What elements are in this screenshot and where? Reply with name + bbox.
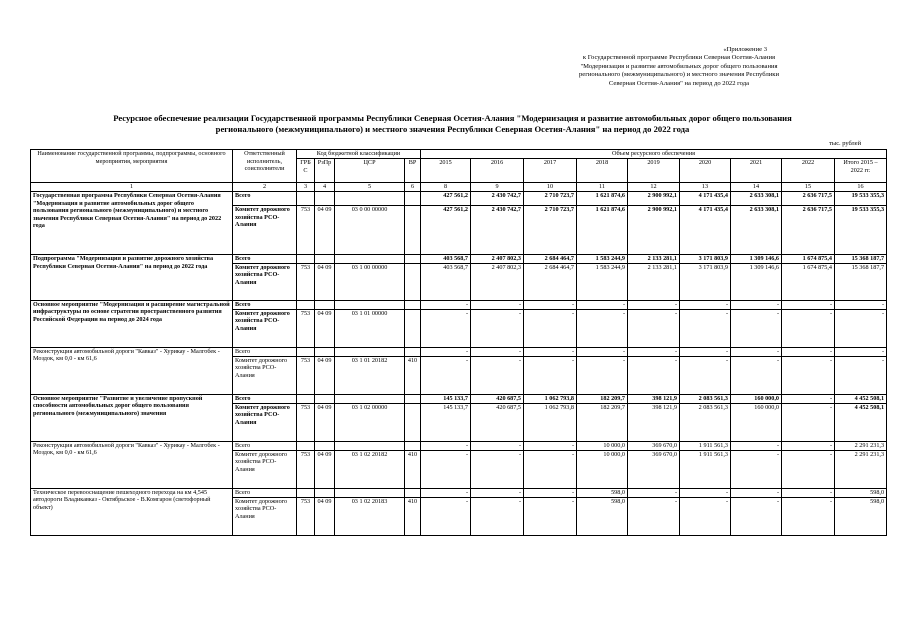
row-vr: 410 <box>405 497 421 535</box>
row-csr: 03 0 00 00000 <box>335 206 405 255</box>
row-value-2019: 398 121,9 <box>628 403 680 441</box>
row-csr <box>335 441 405 450</box>
row-value-2019: 2 133 281,1 <box>628 263 680 300</box>
row-value-total: 598,0 <box>835 488 887 497</box>
row-value-2022: - <box>782 450 835 488</box>
row-grbs <box>297 255 315 264</box>
row-value-2015: - <box>421 347 471 356</box>
row-value-2022: - <box>782 356 835 394</box>
row-executor: Комитет дорожного хозяйства РСО-Алания <box>233 497 297 535</box>
row-vr <box>405 394 421 403</box>
row-value-2021: - <box>731 450 782 488</box>
row-value-2020: 4 171 435,4 <box>680 206 731 255</box>
row-value-2019: - <box>628 347 680 356</box>
row-value-2022: 2 636 717,5 <box>782 192 835 206</box>
row-value-2021: 1 309 146,6 <box>731 263 782 300</box>
table-row <box>31 488 887 497</box>
row-value-2016: 2 407 802,3 <box>471 263 524 300</box>
row-value-2015: - <box>421 450 471 488</box>
row-name: Техническое перевооснащение пешеходного перехода на км 4,545 автодороги Владикавказ - Октябрьское - В.Комгарон (светофорный объект) <box>31 488 233 535</box>
row-value-2016: 2 430 742,7 <box>471 206 524 255</box>
row-csr <box>335 394 405 403</box>
row-value-2021: - <box>731 441 782 450</box>
row-grbs: 753 <box>297 356 315 394</box>
row-value-2016: - <box>471 300 524 309</box>
row-value-2020: 2 083 561,3 <box>680 394 731 403</box>
row-csr: 03 1 01 20182 <box>335 356 405 394</box>
column-index-6: 6 <box>405 183 421 192</box>
row-value-2017: 2 710 723,7 <box>524 206 577 255</box>
row-name: Основное мероприятие "Модернизация и расширение магистральной инфраструктуры по основе стратегии пространственного развития Российской Федерации на период до 2024 года <box>31 300 233 347</box>
row-value-2020: 3 171 803,9 <box>680 263 731 300</box>
row-value-2017: - <box>524 488 577 497</box>
header-rzpr: РзПр <box>315 159 335 183</box>
row-value-2017: - <box>524 450 577 488</box>
row-value-2018: - <box>577 356 628 394</box>
row-name: Подпрограмма "Модернизация и развитие дорожного хозяйства Республики Северная Осетия-Алания" на период до 2022 года <box>31 255 233 301</box>
column-index-3: 3 <box>297 183 315 192</box>
row-grbs <box>297 488 315 497</box>
annex-line-1: «Приложение 3 <box>723 46 767 53</box>
row-value-2020: - <box>680 347 731 356</box>
row-grbs: 753 <box>297 309 315 347</box>
row-value-2017: - <box>524 347 577 356</box>
row-rzpr: 04 09 <box>315 309 335 347</box>
header-year-2020: 2020 <box>680 159 731 183</box>
row-value-2021: - <box>731 347 782 356</box>
row-value-2018: 182 209,7 <box>577 394 628 403</box>
row-csr <box>335 255 405 264</box>
row-value-2022: - <box>782 488 835 497</box>
row-rzpr: 04 09 <box>315 450 335 488</box>
row-value-2021: - <box>731 488 782 497</box>
row-executor: Всего <box>233 347 297 356</box>
row-grbs <box>297 347 315 356</box>
row-csr: 03 1 02 20183 <box>335 497 405 535</box>
row-executor: Комитет дорожного хозяйства РСО-Алания <box>233 403 297 441</box>
row-value-2016: - <box>471 356 524 394</box>
row-value-2017: 1 062 793,8 <box>524 403 577 441</box>
row-value-2020: 1 911 561,3 <box>680 441 731 450</box>
column-index-5: 5 <box>335 183 405 192</box>
row-value-total: 15 368 187,7 <box>835 255 887 264</box>
row-value-2015: 427 561,2 <box>421 192 471 206</box>
row-value-2017: 2 684 464,7 <box>524 263 577 300</box>
row-grbs: 753 <box>297 497 315 535</box>
header-vr: ВР <box>405 159 421 183</box>
row-value-2022: - <box>782 497 835 535</box>
row-rzpr <box>315 192 335 206</box>
row-value-2021: - <box>731 300 782 309</box>
units-label: тыс. рублей <box>829 140 861 147</box>
row-value-2019: 2 900 992,1 <box>628 206 680 255</box>
row-value-2016: - <box>471 347 524 356</box>
row-value-2016: - <box>471 309 524 347</box>
row-value-2021: - <box>731 497 782 535</box>
row-csr: 03 1 00 00000 <box>335 263 405 300</box>
header-year-2017: 2017 <box>524 159 577 183</box>
row-grbs <box>297 300 315 309</box>
header-year-2022: 2022 <box>782 159 835 183</box>
row-value-2019: - <box>628 309 680 347</box>
row-value-total: - <box>835 309 887 347</box>
row-value-2022: - <box>782 441 835 450</box>
row-value-2021: 160 000,0 <box>731 394 782 403</box>
row-executor: Комитет дорожного хозяйства РСО-Алания <box>233 263 297 300</box>
row-name: Государственная программа Республики Северная Осетия-Алания "Модернизация и развитие автомобильных дорог общего пользования регионального (межмуниципального) и местного значения Республики Северная Осетия-Алания" на период до 2022 года <box>31 192 233 255</box>
annex-line-3: "Модернизация и развитие автомобильных дорог общего пользования <box>580 62 778 70</box>
row-value-2015: - <box>421 488 471 497</box>
row-executor: Комитет дорожного хозяйства РСО-Алания <box>233 309 297 347</box>
row-executor: Всего <box>233 394 297 403</box>
table-row <box>31 394 887 403</box>
row-vr <box>405 488 421 497</box>
title-line-2: регионального (межмуниципального) и местного значения Республики Северная Осетия-Алания" на период до 2022 года <box>215 124 690 134</box>
row-grbs <box>297 394 315 403</box>
row-value-2018: 10 000,0 <box>577 450 628 488</box>
title-line-1: Ресурсное обеспечение реализации Государственной программы Республики Северная Осетия-Алания "Модернизация и развитие автомобильных дорог общего пользования <box>113 113 792 123</box>
row-vr <box>405 300 421 309</box>
column-index-row <box>31 183 887 192</box>
row-grbs <box>297 192 315 206</box>
row-grbs: 753 <box>297 206 315 255</box>
row-vr: 410 <box>405 450 421 488</box>
column-index-15: 15 <box>782 183 835 192</box>
row-rzpr <box>315 394 335 403</box>
row-value-2016: 2 407 802,3 <box>471 255 524 264</box>
row-vr <box>405 309 421 347</box>
row-value-2022: - <box>782 347 835 356</box>
row-vr <box>405 441 421 450</box>
header-year-2016: 2016 <box>471 159 524 183</box>
header-row-1 <box>31 150 887 159</box>
row-value-2015: - <box>421 300 471 309</box>
row-value-2017: 1 062 793,8 <box>524 394 577 403</box>
row-value-2015: - <box>421 309 471 347</box>
row-value-2019: 369 670,0 <box>628 450 680 488</box>
row-value-2020: - <box>680 300 731 309</box>
column-index-13: 13 <box>680 183 731 192</box>
row-value-total: 2 291 231,3 <box>835 441 887 450</box>
row-value-2019: - <box>628 488 680 497</box>
row-csr <box>335 192 405 206</box>
row-vr: 410 <box>405 356 421 394</box>
row-value-2015: 403 568,7 <box>421 263 471 300</box>
row-rzpr <box>315 255 335 264</box>
row-value-2019: 2 133 281,1 <box>628 255 680 264</box>
row-value-2015: 145 133,7 <box>421 394 471 403</box>
annex-line-2: к Государственной программе Республики Северная Осетия-Алания <box>582 54 776 62</box>
header-name: Наименование государственной программы, подпрограммы, основного мероприятия, мероприятия <box>31 150 233 183</box>
row-value-2019: 398 121,9 <box>628 394 680 403</box>
row-grbs: 753 <box>297 263 315 300</box>
row-value-2021: - <box>731 309 782 347</box>
table-row <box>31 441 887 450</box>
row-rzpr <box>315 441 335 450</box>
header-year-2018: 2018 <box>577 159 628 183</box>
row-executor: Всего <box>233 192 297 206</box>
row-csr <box>335 300 405 309</box>
row-vr <box>405 192 421 206</box>
row-value-2020: - <box>680 309 731 347</box>
column-index-2: 2 <box>233 183 297 192</box>
row-rzpr: 04 09 <box>315 206 335 255</box>
column-index-4: 4 <box>315 183 335 192</box>
row-csr <box>335 488 405 497</box>
column-index-14: 14 <box>731 183 782 192</box>
row-executor: Всего <box>233 255 297 264</box>
row-executor: Комитет дорожного хозяйства РСО-Алания <box>233 450 297 488</box>
row-value-2017: - <box>524 356 577 394</box>
row-value-2016: - <box>471 441 524 450</box>
row-value-2018: - <box>577 300 628 309</box>
table-row <box>31 192 887 206</box>
table-row <box>31 255 887 264</box>
row-value-total: - <box>835 300 887 309</box>
row-value-2018: 1 621 874,6 <box>577 192 628 206</box>
row-value-2018: - <box>577 347 628 356</box>
column-index-1: 1 <box>31 183 233 192</box>
row-value-2021: 2 633 308,1 <box>731 192 782 206</box>
row-value-2022: 1 674 875,4 <box>782 263 835 300</box>
row-executor: Комитет дорожного хозяйства РСО-Алания <box>233 206 297 255</box>
row-value-2015: - <box>421 497 471 535</box>
row-vr <box>405 263 421 300</box>
header-grbs: ГРБС <box>297 159 315 183</box>
row-value-2022: 1 674 875,4 <box>782 255 835 264</box>
table-row <box>31 347 887 356</box>
row-value-2016: - <box>471 450 524 488</box>
column-index-12: 12 <box>628 183 680 192</box>
row-value-total: 15 368 187,7 <box>835 263 887 300</box>
row-value-2017: - <box>524 497 577 535</box>
row-rzpr: 04 09 <box>315 497 335 535</box>
row-value-2022: - <box>782 309 835 347</box>
row-executor: Всего <box>233 441 297 450</box>
row-value-2019: - <box>628 497 680 535</box>
row-value-2018: - <box>577 309 628 347</box>
row-value-2016: - <box>471 497 524 535</box>
row-value-2015: - <box>421 356 471 394</box>
row-name: Реконструкция автомобильной дороги "Кавказ" - Хурикау - Малгобек - Моздок, км 0,0 - км 61,6 <box>31 347 233 394</box>
column-index-8: 8 <box>421 183 471 192</box>
annex-line-4: регионального (межмуниципального) и местного значения Республики <box>578 71 780 79</box>
row-csr: 03 1 01 00000 <box>335 309 405 347</box>
row-value-total: - <box>835 347 887 356</box>
row-value-2021: 2 633 308,1 <box>731 206 782 255</box>
row-value-total: 4 452 508,1 <box>835 403 887 441</box>
row-value-2022: - <box>782 403 835 441</box>
row-value-2022: 2 636 717,5 <box>782 206 835 255</box>
row-value-total: 2 291 231,3 <box>835 450 887 488</box>
row-name: Реконструкция автомобильной дороги "Кавказ" - Хурикау - Малгобек - Моздок, км 0,0 - км 61,6 <box>31 441 233 488</box>
row-value-2018: 10 000,0 <box>577 441 628 450</box>
row-vr <box>405 347 421 356</box>
row-value-2016: 420 687,5 <box>471 394 524 403</box>
row-value-2015: 145 133,7 <box>421 403 471 441</box>
row-value-2019: - <box>628 356 680 394</box>
row-value-total: - <box>835 356 887 394</box>
row-csr: 03 1 02 00000 <box>335 403 405 441</box>
table-body <box>31 150 887 536</box>
header-csr: ЦСР <box>335 159 405 183</box>
row-rzpr <box>315 347 335 356</box>
row-executor: Комитет дорожного хозяйства РСО-Алания <box>233 356 297 394</box>
column-index-11: 11 <box>577 183 628 192</box>
row-value-2020: 3 171 803,9 <box>680 255 731 264</box>
row-vr <box>405 255 421 264</box>
row-value-total: 598,0 <box>835 497 887 535</box>
row-value-total: 4 452 508,1 <box>835 394 887 403</box>
row-value-2015: 403 568,7 <box>421 255 471 264</box>
column-index-10: 10 <box>524 183 577 192</box>
row-value-2020: 4 171 435,4 <box>680 192 731 206</box>
row-value-2018: 1 621 874,6 <box>577 206 628 255</box>
header-budget-code: Код бюджетной классификации <box>297 150 421 159</box>
row-value-2018: 1 583 244,9 <box>577 255 628 264</box>
column-index-16: 16 <box>835 183 887 192</box>
row-value-total: 19 533 355,3 <box>835 206 887 255</box>
annex-line-5: Северная Осетия-Алания" на период до 2022 года <box>608 79 750 87</box>
row-rzpr: 04 09 <box>315 263 335 300</box>
row-value-2019: - <box>628 300 680 309</box>
row-value-2020: 2 083 561,3 <box>680 403 731 441</box>
resource-table <box>30 149 887 536</box>
row-executor: Всего <box>233 488 297 497</box>
row-value-2016: 2 430 742,7 <box>471 192 524 206</box>
header-executor: Ответственный исполнитель, соисполнители <box>233 150 297 183</box>
header-year-2021: 2021 <box>731 159 782 183</box>
row-value-2020: 1 911 561,3 <box>680 450 731 488</box>
row-value-2021: 1 309 146,6 <box>731 255 782 264</box>
row-value-2020: - <box>680 488 731 497</box>
row-value-2017: 2 684 464,7 <box>524 255 577 264</box>
column-index-9: 9 <box>471 183 524 192</box>
header-year-2015: 2015 <box>421 159 471 183</box>
row-executor: Всего <box>233 300 297 309</box>
header-year-2019: 2019 <box>628 159 680 183</box>
row-rzpr <box>315 300 335 309</box>
row-value-2017: 2 710 723,7 <box>524 192 577 206</box>
row-vr <box>405 206 421 255</box>
row-value-2018: 1 583 244,9 <box>577 263 628 300</box>
row-rzpr: 04 09 <box>315 403 335 441</box>
row-value-2020: - <box>680 497 731 535</box>
row-value-2022: - <box>782 394 835 403</box>
row-value-2018: 598,0 <box>577 497 628 535</box>
header-total: Итого 2015 – 2022 гг. <box>835 159 887 183</box>
header-volume: Объем ресурсного обеспечения <box>421 150 887 159</box>
row-value-2016: - <box>471 488 524 497</box>
row-grbs: 753 <box>297 403 315 441</box>
row-value-2017: - <box>524 441 577 450</box>
row-name: Основное мероприятие "Развитие и увеличение пропускной способности автомобильных дорог общего пользования регионального (межмуниципального) значения <box>31 394 233 441</box>
row-value-2017: - <box>524 309 577 347</box>
row-value-2018: 598,0 <box>577 488 628 497</box>
row-value-2019: 2 900 992,1 <box>628 192 680 206</box>
row-value-2021: - <box>731 356 782 394</box>
document-title <box>30 113 875 135</box>
row-grbs: 753 <box>297 450 315 488</box>
row-value-2021: 160 000,0 <box>731 403 782 441</box>
row-value-2020: - <box>680 356 731 394</box>
row-rzpr <box>315 488 335 497</box>
row-value-2022: - <box>782 300 835 309</box>
row-rzpr: 04 09 <box>315 356 335 394</box>
row-value-2015: - <box>421 441 471 450</box>
row-value-2015: 427 561,2 <box>421 206 471 255</box>
annex-header <box>529 46 829 88</box>
row-vr <box>405 403 421 441</box>
row-value-2018: 182 209,7 <box>577 403 628 441</box>
row-value-2019: 369 670,0 <box>628 441 680 450</box>
row-value-total: 19 533 355,3 <box>835 192 887 206</box>
row-value-2017: - <box>524 300 577 309</box>
row-value-2016: 420 687,5 <box>471 403 524 441</box>
row-grbs <box>297 441 315 450</box>
row-csr <box>335 347 405 356</box>
row-csr: 03 1 02 20182 <box>335 450 405 488</box>
table-row <box>31 300 887 309</box>
